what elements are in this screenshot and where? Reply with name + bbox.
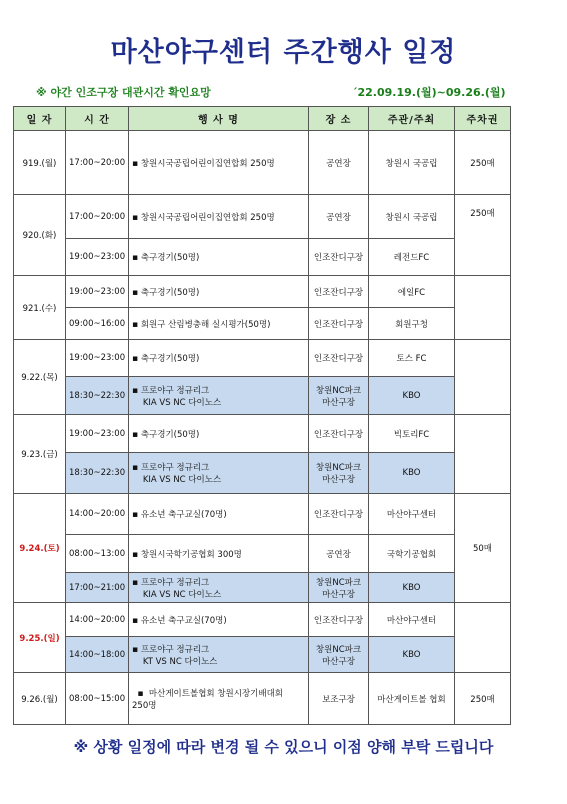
header-place: 장 소 xyxy=(309,107,369,131)
place-cell: 인조잔디구장 xyxy=(309,603,369,637)
host-cell: KBO xyxy=(369,453,455,494)
table-row xyxy=(14,603,511,637)
event-cell xyxy=(129,276,309,308)
host-cell: 창원시 국공립 xyxy=(369,131,455,195)
host-cell: 회원구청 xyxy=(369,308,455,340)
table-row xyxy=(14,276,511,308)
host-cell: 에일FC xyxy=(369,276,455,308)
place-line: 창원NC파크 xyxy=(315,577,362,588)
event-name: 창원시국공립어린이집연합회 250명 xyxy=(140,158,275,169)
bullet: ▪ xyxy=(132,577,139,588)
table-row xyxy=(14,637,511,673)
host-cell: KBO xyxy=(369,637,455,673)
host-cell: KBO xyxy=(369,377,455,415)
host-cell: 토스 FC xyxy=(369,340,455,377)
event-cell xyxy=(129,131,309,195)
date-cell: 919.(월) xyxy=(14,131,66,195)
place-cell: 공연장 xyxy=(309,195,369,239)
event-name: 유소년 축구교실(70명) xyxy=(140,615,227,626)
event-name: 마산게이트볼협회 창원시장기배대회 xyxy=(148,688,284,699)
date-cell: 9.23.(금) xyxy=(14,415,66,494)
table-row xyxy=(14,377,511,415)
host-cell: 레전드FC xyxy=(369,239,455,276)
table-row xyxy=(14,195,511,239)
event-cell xyxy=(129,239,309,276)
place-line: 창원NC파크 xyxy=(315,644,362,655)
time-cell: 14:00~18:00 xyxy=(66,637,129,673)
event-name: 축구경기(50명) xyxy=(140,287,200,298)
time-cell: 19:00~23:00 xyxy=(66,239,129,276)
host-cell: 마산야구센터 xyxy=(369,494,455,535)
table-row xyxy=(14,494,511,535)
place-line: 마산구장 xyxy=(322,656,355,667)
event-cell xyxy=(129,573,309,603)
bullet: ▪ xyxy=(132,644,139,655)
place-cell: 인조잔디구장 xyxy=(309,494,369,535)
place-cell: 보조구장 xyxy=(309,673,369,725)
table-row xyxy=(14,340,511,377)
parking-cell xyxy=(455,415,511,494)
place-cell: 공연장 xyxy=(309,535,369,573)
host-cell: 국학기공협회 xyxy=(369,535,455,573)
event-detail: KT VS NC 다이노스 xyxy=(142,656,218,667)
host-cell: 빅토리FC xyxy=(369,415,455,453)
time-cell: 08:00~13:00 xyxy=(66,535,129,573)
event-name: 축구경기(50명) xyxy=(140,429,200,440)
event-cell xyxy=(129,195,309,239)
bullet: ▪ xyxy=(132,463,139,473)
place-cell xyxy=(309,637,369,673)
event-name: 유소년 축구교실(70명) xyxy=(140,510,227,520)
event-name: 창원시국학기공협회 300명 xyxy=(140,549,242,560)
host-cell: 마산야구센터 xyxy=(369,603,455,637)
bullet: ▪ xyxy=(132,615,139,626)
event-cell xyxy=(129,535,309,573)
table-row xyxy=(14,131,511,195)
time-cell: 14:00~20:00 xyxy=(66,603,129,637)
event-name: 축구경기(50명) xyxy=(140,253,200,263)
page-title: 마산야구센터 주간행사 일정 xyxy=(110,37,457,68)
table-row xyxy=(14,415,511,453)
bullet: ▪ xyxy=(132,287,139,298)
notice-text: ※ 야간 인조구장 대관시간 확인요망 xyxy=(36,86,211,99)
bullet: ▪ xyxy=(132,549,139,560)
parking-cell xyxy=(455,340,511,415)
place-cell: 인조잔디구장 xyxy=(309,276,369,308)
table-row xyxy=(14,308,511,340)
header-event: 행 사 명 xyxy=(129,107,309,131)
table-row xyxy=(14,239,511,276)
bullet: ▪ xyxy=(132,253,139,263)
event-detail: KIA VS NC 다이노스 xyxy=(142,589,222,600)
parking-cell: 50매 xyxy=(455,494,511,603)
time-cell: 19:00~23:00 xyxy=(66,276,129,308)
place-line: 마산구장 xyxy=(322,589,355,600)
event-cell xyxy=(129,673,309,725)
host-cell: 마산게이트볼 협회 xyxy=(369,673,455,725)
event-name: 축구경기(50명) xyxy=(140,354,200,364)
event-detail: KIA VS NC 다이노스 xyxy=(142,475,222,485)
header-row xyxy=(14,107,511,131)
event-detail: 250명 xyxy=(132,700,157,711)
event-name: 프로야구 정규리그 xyxy=(140,577,210,588)
period-text: ´22.09.19.(월)~09.26.(월) xyxy=(352,86,506,99)
place-cell: 인조잔디구장 xyxy=(309,239,369,276)
header-host: 주관/주최 xyxy=(369,107,455,131)
host-cell: KBO xyxy=(369,573,455,603)
date-cell: 921.(수) xyxy=(14,276,66,340)
time-cell: 18:30~22:30 xyxy=(66,453,129,494)
host-cell: 창원시 국공립 xyxy=(369,195,455,239)
place-line: 마산구장 xyxy=(322,397,355,408)
event-cell xyxy=(129,377,309,415)
event-cell xyxy=(129,494,309,535)
event-cell xyxy=(129,637,309,673)
footer-notice: ※ 상황 일정에 따라 변경 될 수 있으니 이점 양해 부탁 드립니다 xyxy=(73,738,494,756)
header-time: 시 간 xyxy=(66,107,129,131)
event-cell xyxy=(129,415,309,453)
parking-cell xyxy=(455,276,511,340)
date-cell: 9.26.(월) xyxy=(14,673,66,725)
date-cell: 920.(화) xyxy=(14,195,66,276)
event-cell xyxy=(129,453,309,494)
bullet: ▪ xyxy=(132,385,139,396)
place-line: 마산구장 xyxy=(322,475,355,485)
time-cell: 17:00~21:00 xyxy=(66,573,129,603)
parking-cell: 250매 xyxy=(455,673,511,725)
place-line: 창원NC파크 xyxy=(315,463,362,473)
date-cell: 9.25.(일) xyxy=(14,603,66,673)
time-cell: 09:00~16:00 xyxy=(66,308,129,340)
place-cell: 인조잔디구장 xyxy=(309,340,369,377)
bullet: ▪ xyxy=(132,429,139,440)
event-name: 회원구 산림병충해 실시평가(50명) xyxy=(140,319,271,330)
place-cell xyxy=(309,573,369,603)
bullet: ▪ xyxy=(132,510,139,520)
bullet: ▪ xyxy=(137,688,144,699)
place-cell: 인조잔디구장 xyxy=(309,415,369,453)
table-row xyxy=(14,673,511,725)
header-parking: 주차권 xyxy=(455,107,511,131)
parking-cell: 250매 xyxy=(455,131,511,195)
header-date: 일 자 xyxy=(14,107,66,131)
event-name: 프로야구 정규리그 xyxy=(140,385,210,396)
place-cell: 인조잔디구장 xyxy=(309,308,369,340)
table-row xyxy=(14,453,511,494)
time-cell: 17:00~20:00 xyxy=(66,131,129,195)
date-cell: 9.24.(토) xyxy=(14,494,66,603)
parking-cell xyxy=(455,603,511,673)
parking-cell: 250매 xyxy=(455,195,511,276)
table-row xyxy=(14,573,511,603)
bullet: ▪ xyxy=(132,354,139,364)
bullet: ▪ xyxy=(132,319,139,330)
place-line: 창원NC파크 xyxy=(315,385,362,396)
date-cell: 9.22.(목) xyxy=(14,340,66,415)
event-detail: KIA VS NC 다이노스 xyxy=(142,397,222,408)
place-cell xyxy=(309,453,369,494)
time-cell: 18:30~22:30 xyxy=(66,377,129,415)
time-cell: 17:00~20:00 xyxy=(66,195,129,239)
event-cell xyxy=(129,603,309,637)
time-cell: 14:00~20:00 xyxy=(66,494,129,535)
event-name: 프로야구 정규리그 xyxy=(140,463,210,473)
bullet: ▪ xyxy=(132,212,139,223)
event-name: 창원시국공립어린이집연합회 250명 xyxy=(140,212,275,223)
table-row xyxy=(14,535,511,573)
bullet: ▪ xyxy=(132,158,139,169)
place-cell xyxy=(309,377,369,415)
time-cell: 19:00~23:00 xyxy=(66,415,129,453)
event-cell xyxy=(129,340,309,377)
place-cell: 공연장 xyxy=(309,131,369,195)
event-cell xyxy=(129,308,309,340)
event-name: 프로야구 정규리그 xyxy=(140,644,210,655)
time-cell: 19:00~23:00 xyxy=(66,340,129,377)
schedule-table xyxy=(13,106,511,725)
time-cell: 08:00~15:00 xyxy=(66,673,129,725)
